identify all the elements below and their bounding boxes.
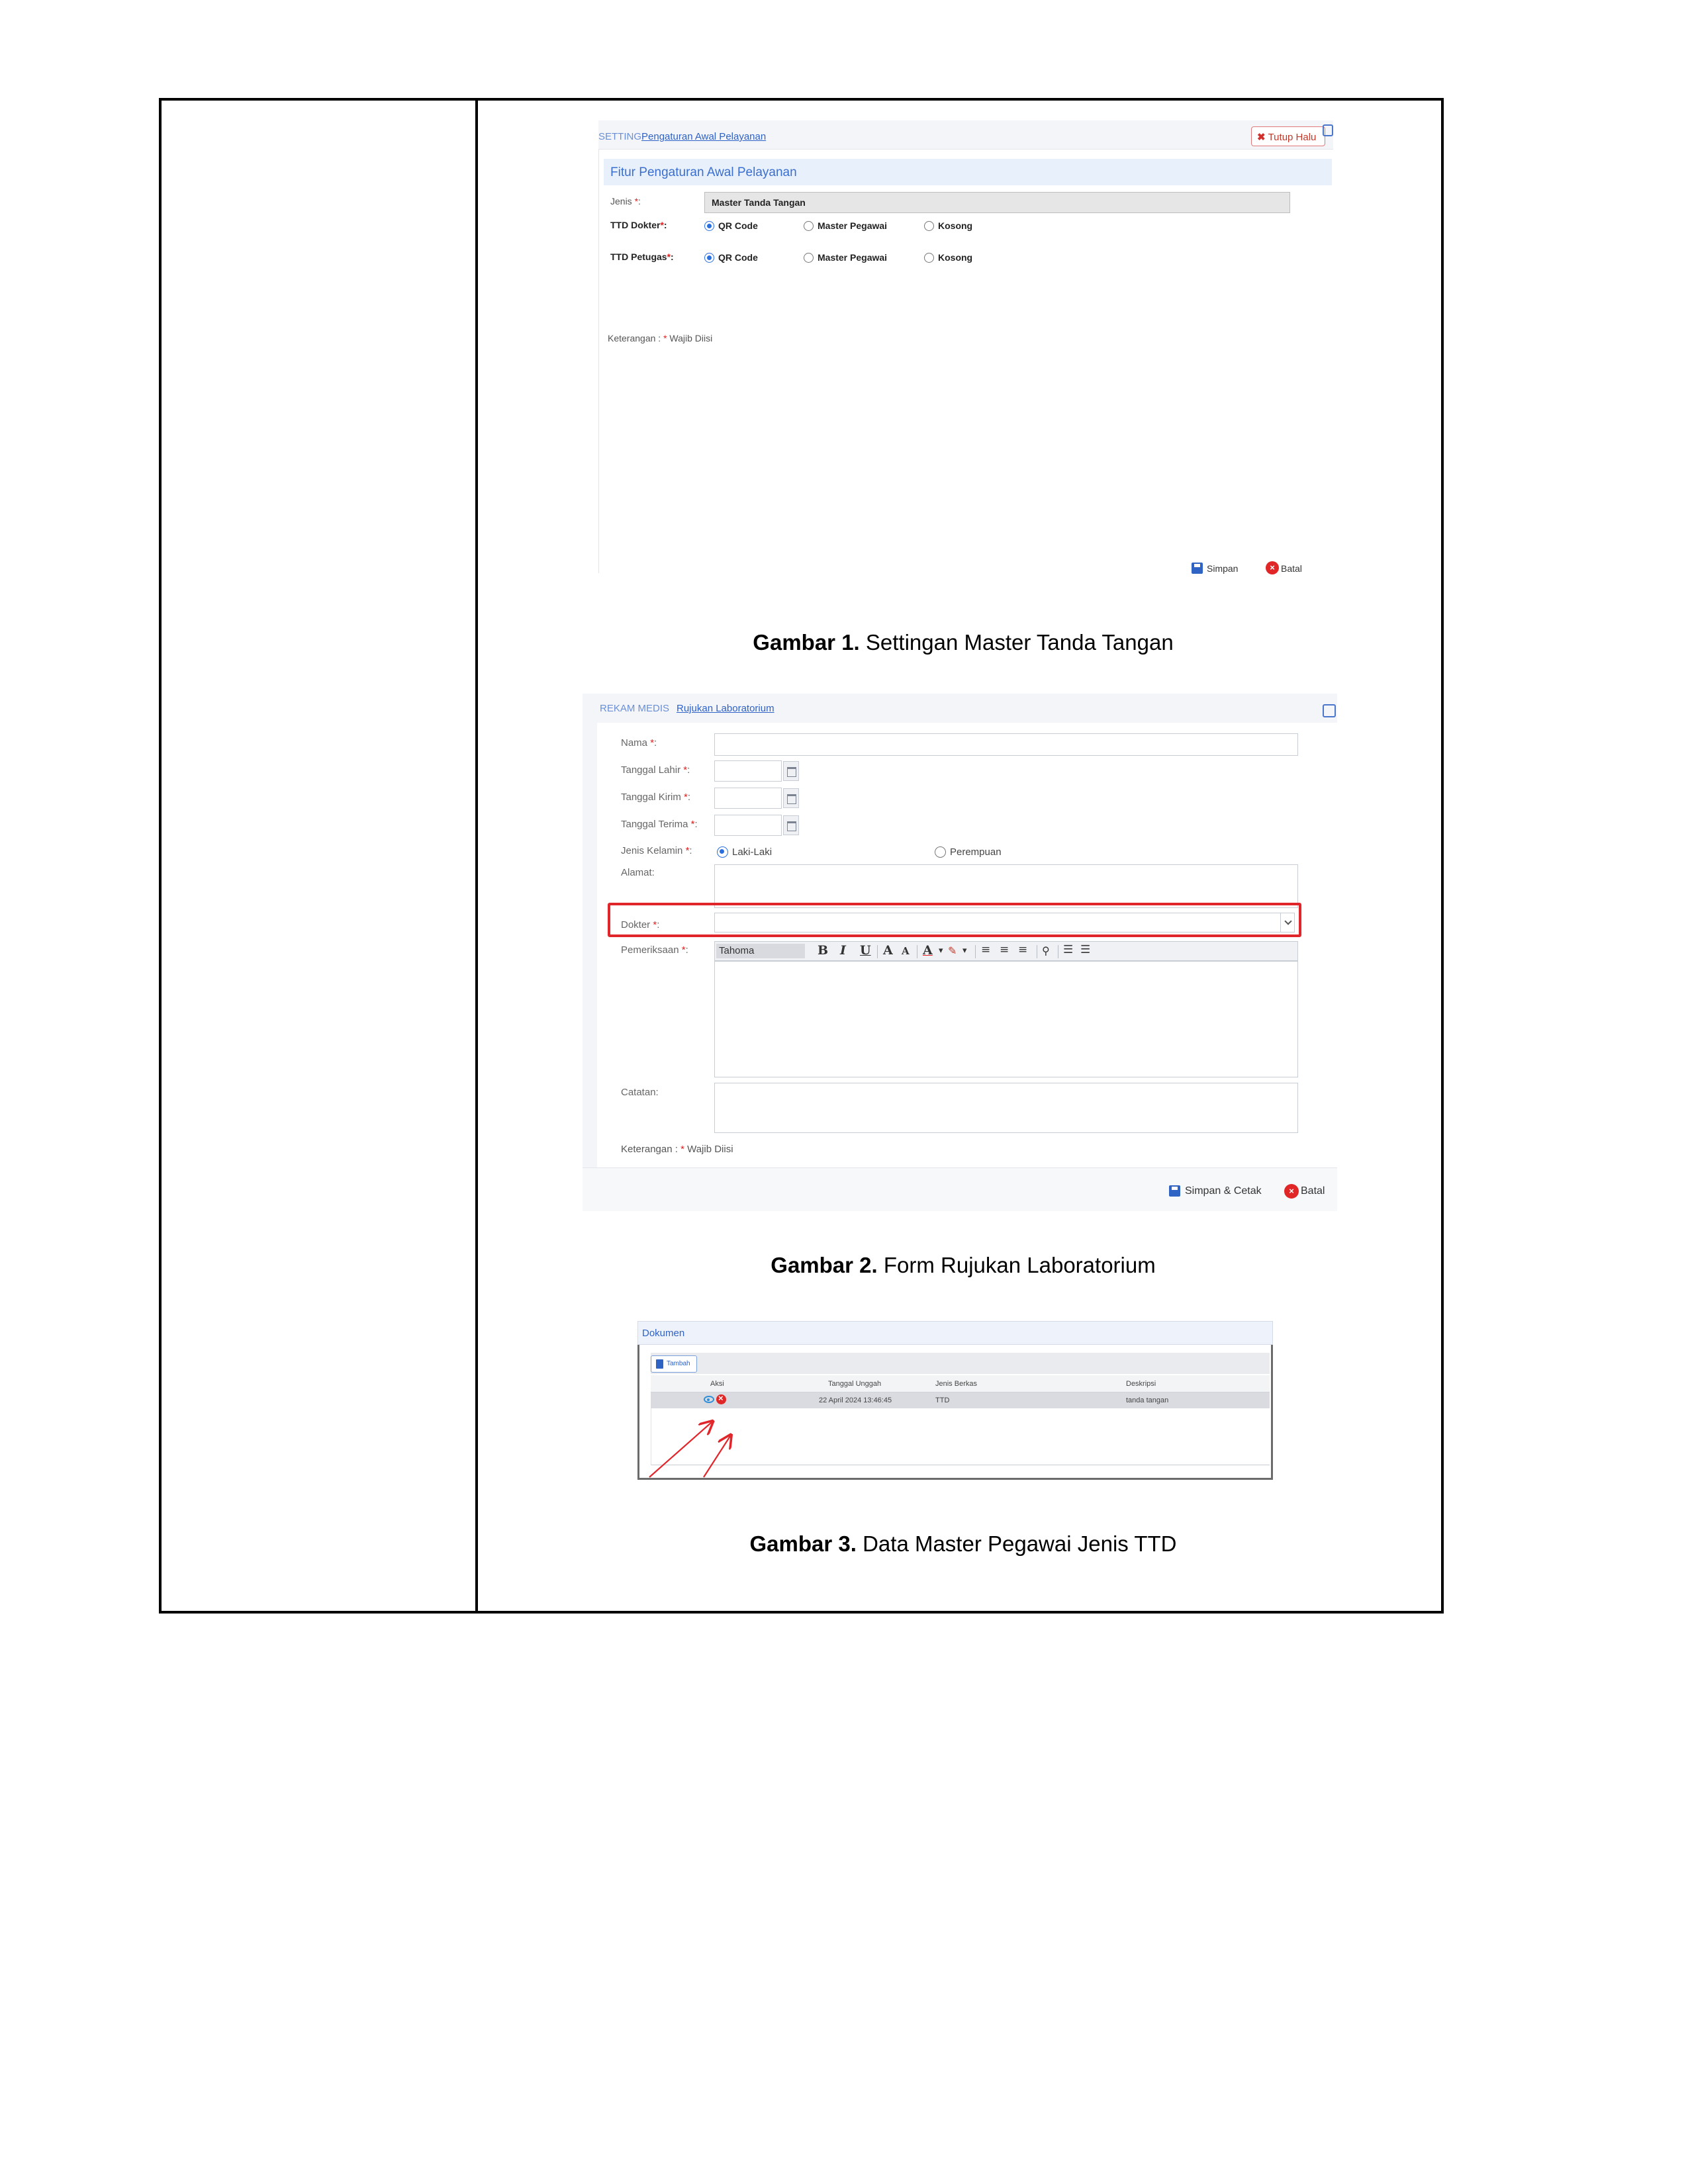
close-icon: ✖ xyxy=(1257,132,1266,143)
tab-bar xyxy=(598,120,1333,150)
pemeriksaan-label: Pemeriksaan *: xyxy=(621,944,688,956)
tanggal-lahir-label: Tanggal Lahir *: xyxy=(621,764,690,776)
nama-input[interactable] xyxy=(714,733,1298,756)
tanggal-lahir-input[interactable] xyxy=(714,760,782,782)
arrow-line xyxy=(649,1422,712,1477)
panel-left-strip xyxy=(583,723,597,1211)
figure-1-screenshot xyxy=(598,118,1333,584)
tanggal-terima-label: Tanggal Terima *: xyxy=(621,819,698,830)
section-title: Fitur Pengaturan Awal Pelayanan xyxy=(604,159,1332,185)
figure-2-screenshot xyxy=(583,694,1337,1211)
figure-1-caption: Gambar 1. Settingan Master Tanda Tangan xyxy=(753,630,1174,655)
font-color-icon[interactable]: A xyxy=(923,943,933,958)
pemeriksaan-editor[interactable] xyxy=(714,961,1298,1077)
ttd-petugas-kosong-radio[interactable] xyxy=(924,253,934,263)
italic-icon[interactable]: I xyxy=(840,943,846,958)
arrow-line xyxy=(704,1436,730,1477)
gender-male-label: Laki-Laki xyxy=(732,846,773,858)
gender-female-radio[interactable] xyxy=(935,846,946,858)
close-page-button[interactable] xyxy=(1251,126,1325,146)
align-left-icon[interactable]: ≡ xyxy=(981,943,991,956)
alamat-textarea[interactable] xyxy=(714,864,1298,908)
add-document-button[interactable]: Tambah xyxy=(651,1355,697,1373)
deskripsi-cell: tanda tangan xyxy=(1126,1396,1169,1404)
cancel-button[interactable]: Batal xyxy=(1301,1185,1325,1197)
dokter-label: Dokter *: xyxy=(621,919,660,931)
decrease-font-icon[interactable]: A xyxy=(902,945,910,957)
calendar-icon[interactable] xyxy=(783,761,799,781)
save-icon xyxy=(1192,563,1203,574)
close-button-label: Tutup Halu xyxy=(1268,132,1317,143)
save-print-button[interactable]: Simpan & Cetak xyxy=(1185,1185,1262,1197)
tab-bar xyxy=(583,694,1337,723)
cancel-icon: × xyxy=(1284,1184,1299,1199)
breadcrumb-page[interactable]: Rujukan Laboratorium xyxy=(677,703,774,714)
ttd-dokter-label: TTD Dokter*: xyxy=(610,220,667,230)
column-header: Jenis Berkas xyxy=(935,1380,977,1388)
cancel-icon: × xyxy=(1266,561,1279,574)
ttd-petugas-kosong-label: Kosong xyxy=(938,252,973,263)
required-note: Keterangan : * Wajib Diisi xyxy=(608,333,713,343)
save-button[interactable]: Simpan xyxy=(1207,563,1239,574)
ttd-dokter-kosong-label: Kosong xyxy=(938,220,973,231)
ordered-list-icon[interactable]: ☰ xyxy=(1063,943,1074,956)
chevron-down-icon[interactable]: ▾ xyxy=(962,946,967,956)
gender-female-label: Perempuan xyxy=(950,846,1002,858)
ttd-dokter-master-label: Master Pegawai xyxy=(818,220,888,231)
bullet-list-icon[interactable]: ☰ xyxy=(1080,943,1091,956)
highlight-color-icon[interactable]: ✎ xyxy=(948,944,957,957)
cancel-button[interactable]: Batal xyxy=(1281,563,1302,574)
tanggal-kirim-label: Tanggal Kirim *: xyxy=(621,792,691,803)
chevron-down-icon[interactable]: ▾ xyxy=(939,946,943,956)
ttd-dokter-kosong-radio[interactable] xyxy=(924,221,934,231)
link-icon[interactable]: ⚲ xyxy=(1042,944,1050,957)
figure-3-caption: Gambar 3. Data Master Pegawai Jenis TTD xyxy=(749,1531,1177,1556)
breadcrumb-module: REKAM MEDIS xyxy=(600,703,670,714)
ttd-dokter-qr-label: QR Code xyxy=(718,220,758,231)
catatan-textarea[interactable] xyxy=(714,1083,1298,1133)
jenis-kelamin-label: Jenis Kelamin *: xyxy=(621,845,692,856)
tanggal-kirim-input[interactable] xyxy=(714,788,782,809)
font-select[interactable]: Tahoma xyxy=(716,944,805,958)
highlight-box xyxy=(608,903,1301,937)
ttd-petugas-master-radio[interactable] xyxy=(804,253,814,263)
nama-label: Nama *: xyxy=(621,737,657,749)
toolbar-separator xyxy=(975,945,976,958)
ttd-petugas-qr-label: QR Code xyxy=(718,252,758,263)
breadcrumb-module: SETTING xyxy=(598,131,642,142)
panel-left-border xyxy=(598,150,599,573)
required-note: Keterangan : * Wajib Diisi xyxy=(621,1144,733,1155)
column-header: Aksi xyxy=(710,1380,724,1388)
breadcrumb-page[interactable]: Pengaturan Awal Pelayanan xyxy=(641,131,767,142)
annotation-arrows xyxy=(637,1321,1273,1480)
align-center-icon[interactable]: ≡ xyxy=(1000,943,1009,956)
bold-icon[interactable]: B xyxy=(818,943,829,958)
gender-male-radio[interactable] xyxy=(717,846,728,858)
toolbar-separator xyxy=(877,945,878,958)
increase-font-icon[interactable]: A xyxy=(883,943,893,958)
alamat-label: Alamat: xyxy=(621,867,655,878)
ttd-petugas-qr-radio[interactable] xyxy=(704,253,714,263)
jenis-berkas-cell: TTD xyxy=(935,1396,950,1404)
column-divider xyxy=(475,101,478,1611)
tanggal-unggah-cell: 22 April 2024 13:46:45 xyxy=(819,1396,892,1404)
editor-toolbar xyxy=(714,941,1298,961)
jenis-label: Jenis *: xyxy=(610,196,641,206)
align-right-icon[interactable]: ≡ xyxy=(1018,943,1028,956)
calendar-icon[interactable] xyxy=(783,815,799,835)
jenis-field[interactable]: Master Tanda Tangan xyxy=(704,192,1290,213)
column-header: Tanggal Unggah xyxy=(828,1380,882,1388)
ttd-dokter-qr-radio[interactable] xyxy=(704,221,714,231)
tanggal-terima-input[interactable] xyxy=(714,815,782,836)
catatan-label: Catatan: xyxy=(621,1087,659,1098)
underline-icon[interactable]: U xyxy=(860,943,871,958)
column-header: Deskripsi xyxy=(1126,1380,1156,1388)
ttd-petugas-master-label: Master Pegawai xyxy=(818,252,888,263)
calendar-icon[interactable] xyxy=(783,788,799,808)
figure-3-screenshot xyxy=(637,1321,1273,1480)
save-icon xyxy=(1169,1185,1180,1197)
figure-2-caption: Gambar 2. Form Rujukan Laboratorium xyxy=(771,1253,1156,1277)
fullscreen-icon[interactable] xyxy=(1323,704,1336,717)
ttd-dokter-master-radio[interactable] xyxy=(804,221,814,231)
panel-title: Dokumen xyxy=(637,1321,1273,1345)
refresh-icon[interactable] xyxy=(1323,124,1333,136)
ttd-petugas-label: TTD Petugas*: xyxy=(610,251,674,262)
